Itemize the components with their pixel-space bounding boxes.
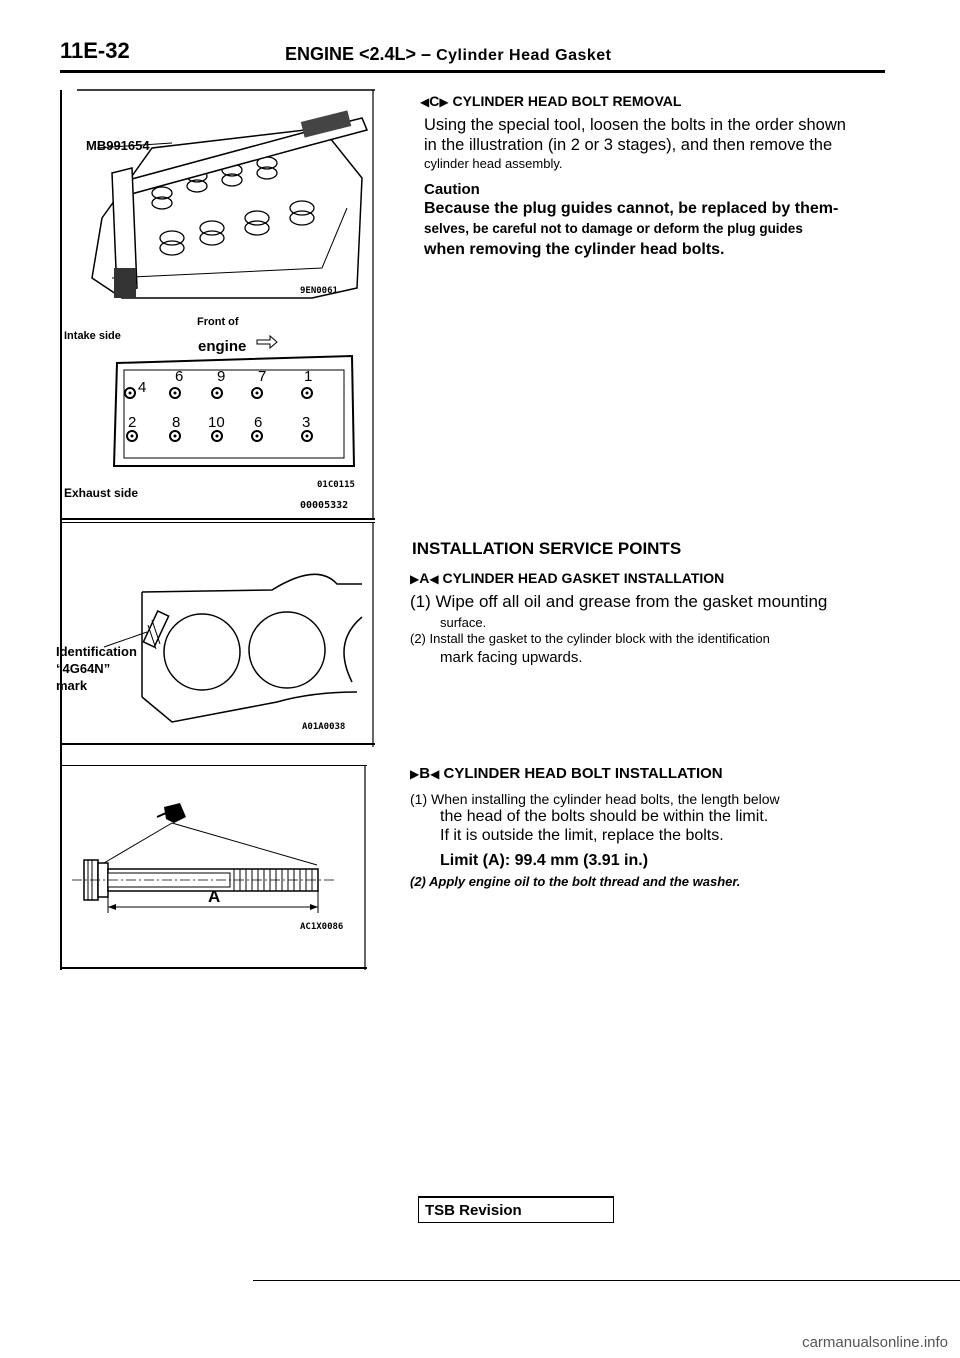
footer-rule [253, 1280, 960, 1281]
front-of-engine-label-1: Front of [197, 316, 239, 328]
tool-label: MB991654 [86, 138, 150, 153]
gasket-heading-text: CYLINDER HEAD GASKET INSTALLATION [442, 570, 725, 586]
exhaust-side-label: Exhaust side [64, 486, 139, 500]
left-arrow-icon: ◀ [430, 767, 440, 781]
caution-label: Caution [424, 181, 480, 198]
tsb-revision-label: TSB Revision [425, 1202, 522, 1219]
bolt-number: 8 [172, 414, 181, 431]
figure-code: A01A0038 [302, 722, 346, 732]
figure-code: 01C0115 [317, 480, 355, 490]
gasket-marker: A [419, 570, 430, 586]
bolt-number: 6 [175, 368, 184, 385]
figure-gasket-mark [56, 522, 375, 747]
removal-marker: C [429, 93, 440, 109]
bolt-limit: Limit (A): 99.4 mm (3.91 in.) [440, 852, 649, 869]
bolt-step-1-cont-1: the head of the bolts should be within the limit. [440, 808, 769, 825]
watermark: carmanualsonline.info [802, 1334, 948, 1351]
bolt-step-2: (2) Apply engine oil to the bolt thread and the washer. [410, 874, 741, 889]
caution-line-3: when removing the cylinder head bolts. [424, 241, 725, 258]
bolt-number: 3 [302, 414, 311, 431]
figure-code: 00005332 [300, 500, 349, 511]
bolt-number: 7 [258, 368, 267, 385]
bolt-marker: B [419, 765, 431, 782]
right-arrow-icon: ▶ [410, 767, 420, 781]
gasket-step-2-cont: mark facing upwards. [440, 649, 583, 666]
photo-code: 9EN0061 [300, 286, 338, 296]
page-title-main: ENGINE <2.4L> – [285, 44, 432, 64]
bolt-step-1: (1) When installing the cylinder head bolts, the length below [410, 791, 780, 807]
figure-code: AC1X0086 [300, 922, 344, 932]
identification-label-mark: mark [56, 678, 88, 693]
bolt-number: 9 [217, 368, 226, 385]
intake-side-label: Intake side [64, 330, 121, 342]
bolt-number: 10 [208, 414, 225, 431]
right-arrow-icon: ▶ [439, 95, 449, 109]
gasket-heading [410, 568, 724, 589]
figure-gasket-drawing [62, 522, 375, 747]
bolt-number: 6 [254, 414, 263, 431]
figure-bolt-removal [62, 88, 375, 520]
page-number: 11E-32 [60, 38, 130, 63]
tsb-revision-box [418, 1196, 614, 1223]
dimension-a-label: A [208, 887, 221, 906]
right-arrow-icon: ▶ [410, 572, 420, 586]
page-title-sub: Cylinder Head Gasket [436, 47, 612, 64]
removal-heading-text: CYLINDER HEAD BOLT REMOVAL [452, 93, 682, 109]
figure-bolt-length [62, 765, 367, 970]
installation-title: INSTALLATION SERVICE POINTS [412, 539, 682, 558]
removal-line-1: Using the special tool, loosen the bolts in the order shown [424, 116, 846, 134]
gasket-step-1: (1) Wipe off all oil and grease from the gasket mounting [410, 592, 828, 611]
bolt-heading-text: CYLINDER HEAD BOLT INSTALLATION [443, 765, 723, 782]
bolt-step-1-cont-2: If it is outside the limit, replace the bolts. [440, 827, 724, 844]
caution-line-2: selves, be careful not to damage or deform the plug guides [424, 221, 803, 236]
identification-label: Identification [56, 644, 137, 659]
caution-line-1: Because the plug guides cannot, be replaced by them- [424, 200, 839, 217]
front-of-engine-label-2: engine [198, 338, 247, 355]
left-arrow-icon: ◀ [420, 95, 430, 109]
header-rule [60, 70, 885, 73]
page-title [285, 44, 612, 65]
gasket-step-2: (2) Install the gasket to the cylinder block with the identification [410, 631, 770, 646]
bolt-heading [410, 764, 723, 784]
removal-heading [420, 91, 681, 112]
removal-line-3: cylinder head assembly. [424, 156, 563, 171]
bolt-number: 1 [304, 368, 313, 385]
left-arrow-icon: ◀ [429, 572, 439, 586]
figure-bolt-drawing [62, 765, 367, 970]
identification-label-code: “4G64N” [56, 661, 111, 676]
removal-line-2: in the illustration (in 2 or 3 stages), and then remove the [424, 136, 833, 154]
bolt-number: 2 [128, 414, 137, 431]
gasket-step-1-cont: surface. [440, 615, 487, 630]
bolt-number: 4 [138, 379, 147, 396]
